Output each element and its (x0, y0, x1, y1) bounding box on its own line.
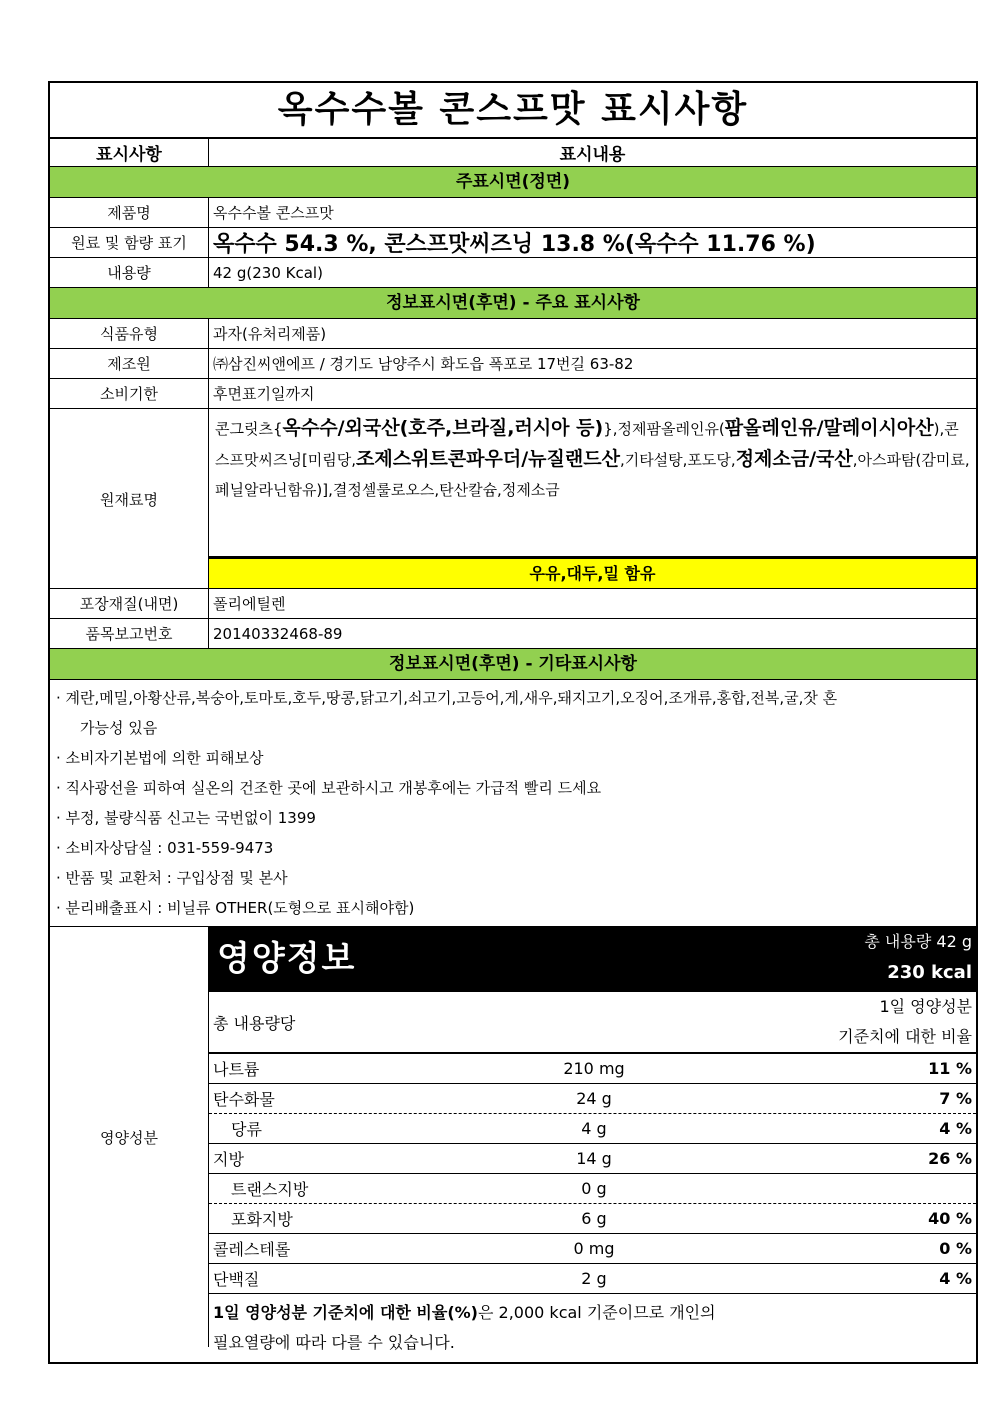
nutrition-side-label: 영양성분 (50, 927, 209, 1347)
table-row (209, 1264, 976, 1294)
section-back-other: 정보표시면(후면) - 기타표시사항 (50, 649, 976, 680)
nutrient-amount: 0 g (581, 1179, 607, 1198)
row-value: 후면표기일까지 (213, 385, 315, 403)
table-row (209, 1114, 976, 1144)
row-report-number (50, 619, 976, 649)
table-row (209, 1204, 976, 1234)
nutrient-name: 탄수화물 (213, 1090, 275, 1109)
nutrient-amount: 4 g (581, 1119, 607, 1138)
row-raw-materials (50, 409, 976, 589)
nutrition-ref-2: 기준치에 대한 비율 (838, 1027, 972, 1046)
allergy-banner: 우유,대두,밀 함유 (209, 559, 976, 588)
row-value: 과자(유처리제품) (213, 325, 327, 343)
other-notes-list (50, 680, 976, 927)
nutrient-amount: 24 g (576, 1089, 612, 1108)
header-row (50, 139, 976, 167)
row-value: 42 g(230 Kcal) (213, 263, 323, 282)
row-food-type (50, 319, 976, 349)
nutrient-name: 지방 (213, 1150, 244, 1169)
nutrient-percent: 40 % (928, 1209, 972, 1228)
row-label: 품목보고번호 (50, 619, 209, 648)
nutrition-total: 총 내용량 42 g (864, 932, 972, 951)
row-label: 소비기한 (50, 379, 209, 408)
nutrition-table (209, 927, 976, 1362)
nutrient-percent: 4 % (939, 1119, 972, 1138)
nutrition-kcal: 230 kcal (887, 962, 972, 983)
row-label: 내용량 (50, 258, 209, 287)
label-sheet (48, 81, 978, 1364)
nutrient-percent: 4 % (939, 1269, 972, 1288)
list-item: 가능성 있음 (80, 719, 158, 737)
table-row (209, 1144, 976, 1174)
nutrition-footnote: 1일 영양성분 기준치에 대한 비율(%)은 2,000 kcal 기준이므로 개인의 필요열량에 따라 다를 수 있습니다. (213, 1303, 716, 1352)
list-item: · 반품 및 교환처 : 구입상점 및 본사 (56, 869, 288, 887)
table-row (209, 1084, 976, 1114)
nutrition-subheader (209, 992, 976, 1054)
nutrient-amount: 14 g (576, 1149, 612, 1168)
table-row (209, 1054, 976, 1084)
row-value: ㈜삼진씨앤에프 / 경기도 남양주시 화도읍 폭포로 17번길 63-82 (213, 355, 634, 373)
nutrient-name: 나트륨 (213, 1060, 260, 1079)
row-label: 제품명 (50, 198, 209, 227)
list-item: · 소비자기본법에 의한 피해보상 (56, 749, 264, 767)
row-expiry (50, 379, 976, 409)
nutrient-percent: 26 % (928, 1149, 972, 1168)
nutrient-name: 단백질 (213, 1270, 260, 1289)
nutrient-name: 트랜스지방 (231, 1180, 309, 1199)
list-item: · 계란,메밀,아황산류,복숭아,토마토,호두,땅콩,닭고기,쇠고기,고등어,게,새우,돼지고기,오징어,조개류,홍합,전복,굴,잣 혼 (56, 689, 838, 707)
row-manufacturer (50, 349, 976, 379)
row-label: 원재료명 (50, 409, 209, 589)
header-value: 표시내용 (559, 145, 626, 165)
row-label: 식품유형 (50, 319, 209, 348)
nutrient-amount: 210 mg (563, 1059, 625, 1078)
nutrition-section (50, 927, 976, 1362)
row-label: 제조원 (50, 349, 209, 378)
row-label: 원료 및 함량 표기 (50, 228, 209, 257)
row-product-name (50, 198, 976, 228)
nutrient-amount: 2 g (581, 1269, 607, 1288)
row-label: 포장재질(내면) (50, 589, 209, 618)
nutrient-name: 당류 (231, 1120, 262, 1139)
row-value: 폴리에틸렌 (213, 595, 286, 613)
nutrient-percent: 7 % (939, 1089, 972, 1108)
nutrient-percent: 11 % (928, 1059, 972, 1078)
list-item: · 소비자상담실 : 031-559-9473 (56, 839, 274, 857)
row-value: 옥수수볼 콘스프맛 (213, 204, 334, 222)
raw-materials-text: 콘그릿츠{옥수수/외국산(호주,브라질,러시아 등)},정제팜올레인유(팜올레인유/말레이시아산),콘스프맛씨즈닝[미림당,조제스위트콘파우더/뉴질랜드산,기타설탕,포도당,정제소금/국산,아스파탐(감미료,페닐알라닌함유)],결정셀룰로오스,탄산칼슘,정제소금 (209, 409, 976, 559)
list-item: · 부정, 불량식품 신고는 국번없이 1399 (56, 809, 316, 827)
table-row (209, 1174, 976, 1204)
nutrition-ref-1: 1일 영양성분 (879, 997, 972, 1016)
row-ingredient-content (50, 228, 976, 258)
page-title: 옥수수볼 콘스프맛 표시사항 (50, 83, 976, 139)
section-front: 주표시면(정면) (50, 167, 976, 198)
nutrition-per: 총 내용량당 (213, 1013, 296, 1033)
nutrient-percent: 0 % (939, 1239, 972, 1258)
list-item: · 직사광선을 피하여 실온의 건조한 곳에 보관하시고 개봉후에는 가급적 빨리 드세요 (56, 779, 602, 797)
table-row (209, 1234, 976, 1264)
row-net-content (50, 258, 976, 288)
nutrient-amount: 6 g (581, 1209, 607, 1228)
section-back-main: 정보표시면(후면) - 주요 표시사항 (50, 288, 976, 319)
list-item: · 분리배출표시 : 비닐류 OTHER(도형으로 표시해야함) (56, 899, 415, 917)
nutrient-amount: 0 mg (573, 1239, 615, 1258)
header-label: 표시사항 (50, 139, 209, 166)
nutrition-title: 영양정보 (217, 939, 357, 979)
nutrient-name: 콜레스테롤 (213, 1240, 291, 1259)
row-value: 옥수수 54.3 %, 콘스프맛씨즈닝 13.8 %(옥수수 11.76 %) (213, 232, 816, 257)
nutrition-header (209, 927, 976, 992)
nutrient-name: 포화지방 (231, 1210, 293, 1229)
row-value: 20140332468-89 (213, 624, 343, 643)
row-packaging (50, 589, 976, 619)
